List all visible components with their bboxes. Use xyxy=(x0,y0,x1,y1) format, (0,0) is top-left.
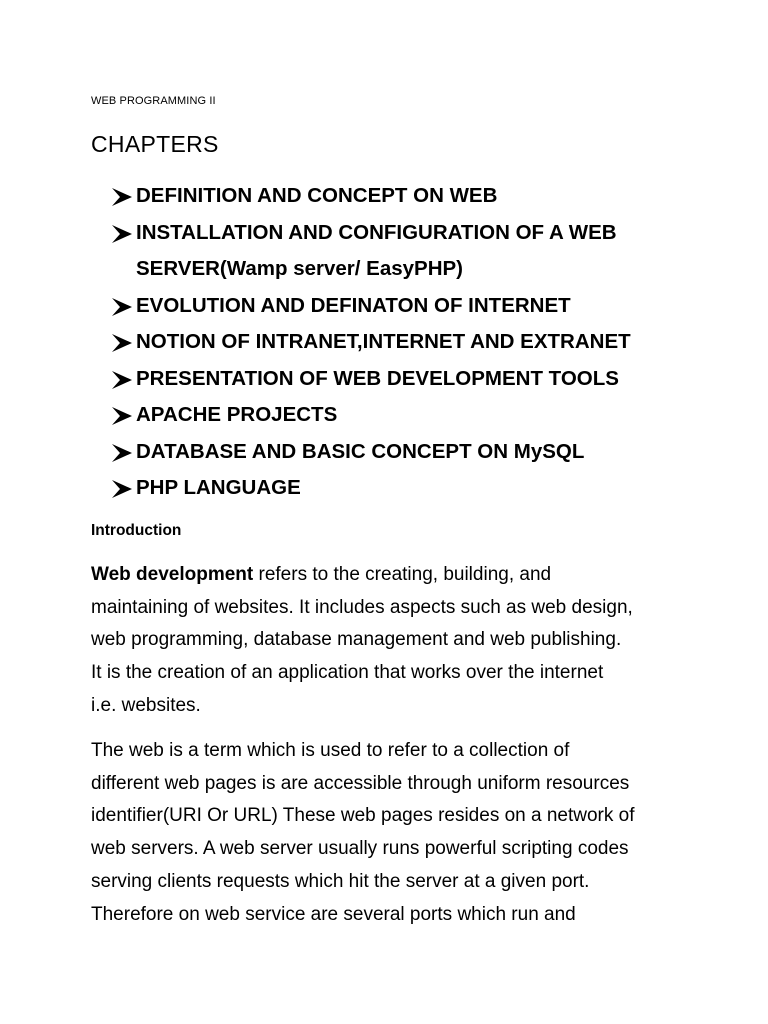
section-heading: Introduction xyxy=(91,522,182,539)
chapter-label: PRESENTATION OF WEB DEVELOPMENT TOOLS xyxy=(136,366,619,390)
chapters-title: CHAPTERS xyxy=(91,131,219,157)
chapter-list xyxy=(111,178,671,507)
paragraph-the-web xyxy=(91,735,691,931)
chapter-label: DATABASE AND BASIC CONCEPT ON MySQL xyxy=(136,439,585,463)
chapter-label: PHP LANGUAGE xyxy=(136,476,301,499)
paragraph-line: web servers. A web server usually runs powerful scripting codes xyxy=(91,838,629,860)
bold-term: Web development xyxy=(91,564,254,585)
chapter-item xyxy=(111,215,671,288)
arrow-bullet-icon xyxy=(111,297,133,317)
paragraph-line: serving clients requests which hit the server at a given port. xyxy=(91,870,590,892)
paragraph-line: maintaining of websites. It includes aspects such as web design, xyxy=(91,596,633,618)
chapter-item xyxy=(111,361,671,398)
chapter-label: EVOLUTION AND DEFINATON OF INTERNET xyxy=(136,293,571,317)
running-header: WEB PROGRAMMING II xyxy=(91,95,216,107)
paragraph-line xyxy=(91,559,691,592)
chapter-item xyxy=(111,324,671,361)
chapter-item xyxy=(111,178,671,215)
paragraph-line: i.e. websites. xyxy=(91,694,201,716)
chapter-label: DEFINITION AND CONCEPT ON WEB xyxy=(136,184,498,207)
paragraph-line: web programming, database management and web publishing. xyxy=(91,629,622,651)
chapter-label: INSTALLATION AND CONFIGURATION OF A WEB xyxy=(136,220,617,244)
chapter-item xyxy=(111,397,671,434)
arrow-bullet-icon xyxy=(111,370,133,390)
paragraph-text: refers to the creating, building, and xyxy=(253,564,552,585)
chapter-item xyxy=(111,434,671,471)
paragraph-line: The web is a term which is used to refer to a collection of xyxy=(91,740,570,761)
paragraph-web-development xyxy=(91,559,691,723)
arrow-bullet-icon xyxy=(111,443,133,463)
chapter-label: NOTION OF INTRANET,INTERNET AND EXTRANET xyxy=(136,330,631,353)
chapter-label-continued: SERVER(Wamp server/ EasyPHP) xyxy=(136,257,463,280)
arrow-bullet-icon xyxy=(111,187,133,207)
arrow-bullet-icon xyxy=(111,333,133,353)
paragraph-line: It is the creation of an application that works over the internet xyxy=(91,662,604,684)
arrow-bullet-icon xyxy=(111,224,133,244)
chapter-item xyxy=(111,288,671,325)
paragraph-line: identifier(URI Or URL) These web pages resides on a network of xyxy=(91,805,635,827)
chapter-item xyxy=(111,470,671,507)
paragraph-line: Therefore on web service are several ports which run and xyxy=(91,903,576,925)
arrow-bullet-icon xyxy=(111,479,133,499)
arrow-bullet-icon xyxy=(111,406,133,426)
paragraph-line: different web pages is are accessible through uniform resources xyxy=(91,772,630,794)
chapter-label: APACHE PROJECTS xyxy=(136,403,338,426)
